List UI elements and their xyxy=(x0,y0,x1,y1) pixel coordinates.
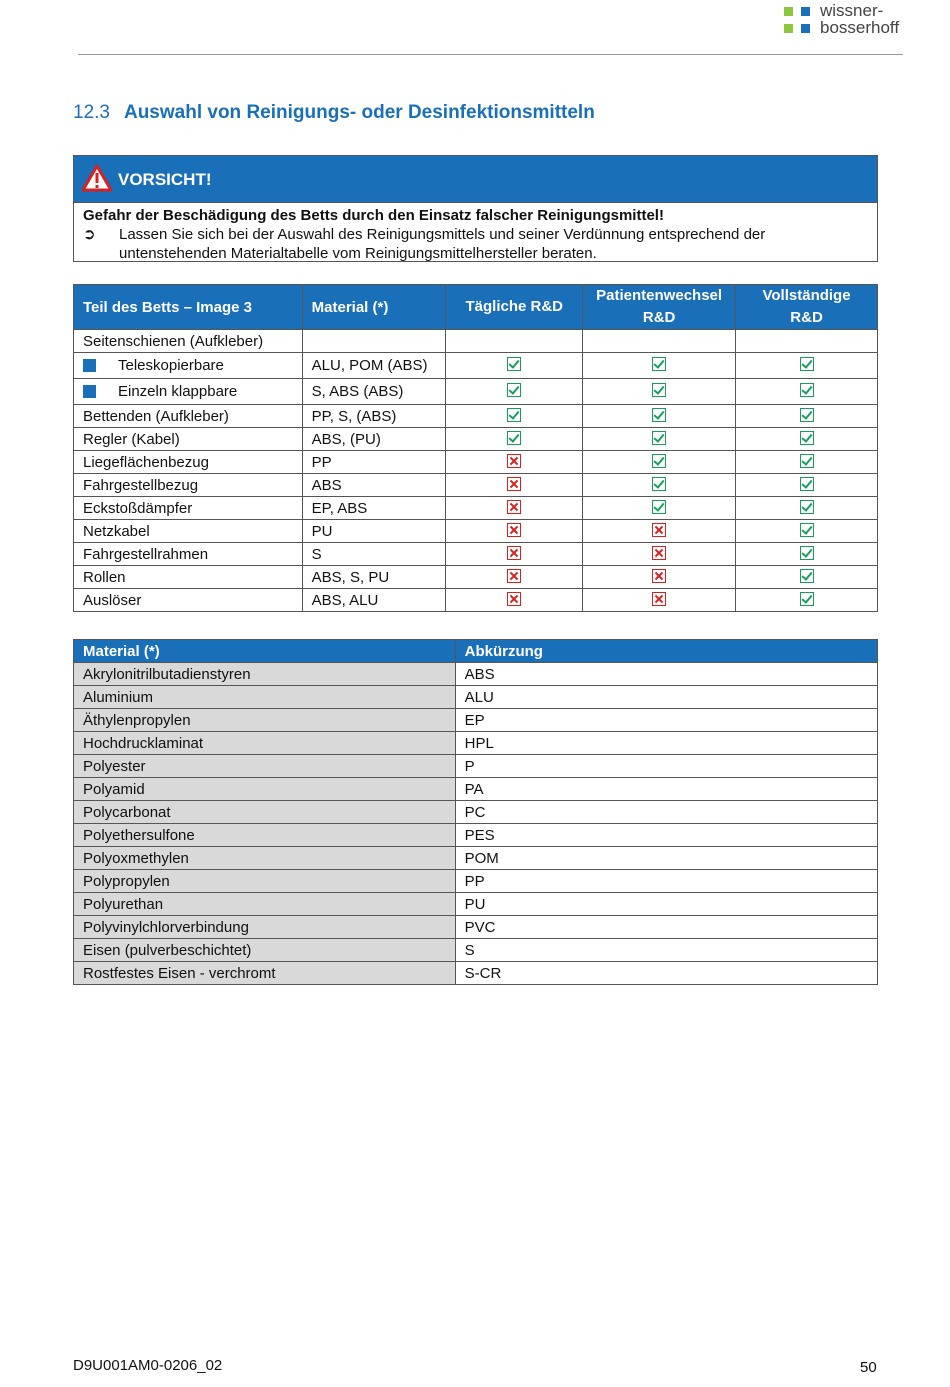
part-label: Auslöser xyxy=(83,591,142,609)
material-cell: EP, ABS xyxy=(302,497,446,520)
caution-header xyxy=(74,156,877,203)
material-name-cell: Akrylonitrilbutadienstyren xyxy=(74,663,456,686)
material-name-cell: Polyester xyxy=(74,755,456,778)
material-cell: ABS, S, PU xyxy=(302,566,446,589)
table-row xyxy=(74,778,878,801)
check-box-icon xyxy=(507,383,521,397)
warning-triangle-icon xyxy=(82,164,112,192)
material-cell: ABS, (PU) xyxy=(302,428,446,451)
abbreviation-cell: PES xyxy=(455,824,877,847)
material-cell xyxy=(302,330,446,353)
abbreviation-cell: EP xyxy=(455,709,877,732)
part-cell xyxy=(74,566,303,589)
mark-cell xyxy=(583,520,736,543)
material-name-cell: Polycarbonat xyxy=(74,801,456,824)
material-name-cell: Aluminium xyxy=(74,686,456,709)
mark-cell xyxy=(583,497,736,520)
mark-cell xyxy=(736,474,878,497)
material-cell: PP, S, (ABS) xyxy=(302,405,446,428)
mark-cell xyxy=(446,428,583,451)
table-header-row xyxy=(74,640,878,663)
part-label: Netzkabel xyxy=(83,522,150,540)
material-cell: ABS, ALU xyxy=(302,589,446,612)
check-box-icon xyxy=(800,546,814,560)
material-cell: S xyxy=(302,543,446,566)
part-cell xyxy=(74,497,303,520)
table-row xyxy=(74,709,878,732)
material-name-cell: Polyurethan xyxy=(74,893,456,916)
check-box-icon xyxy=(652,454,666,468)
material-name-cell: Polyvinylchlorverbindung xyxy=(74,916,456,939)
check-box-icon xyxy=(652,408,666,422)
check-box-icon xyxy=(800,477,814,491)
mark-cell xyxy=(446,379,583,405)
mark-cell xyxy=(736,405,878,428)
mark-cell xyxy=(446,330,583,353)
table-row xyxy=(74,893,878,916)
part-cell xyxy=(74,543,303,566)
part-label: Eckstoßdämpfer xyxy=(83,499,193,517)
header-part: Teil des Betts – Image 3 xyxy=(74,285,303,330)
check-box-icon xyxy=(652,357,666,371)
caution-instruction-text: Lassen Sie sich bei der Auswahl des Reinigungsmittels und seiner Verdünnung entsprechend der untenstehenden Materialtabelle vom Reinigungsmittelhersteller beraten. xyxy=(119,226,766,262)
mark-cell xyxy=(736,330,878,353)
mark-cell xyxy=(583,589,736,612)
logo-square-icon xyxy=(784,7,793,16)
abbreviation-cell: S xyxy=(455,939,877,962)
abbreviation-cell: HPL xyxy=(455,732,877,755)
mark-cell xyxy=(446,520,583,543)
caution-instruction xyxy=(83,225,868,263)
check-box-icon xyxy=(800,500,814,514)
table-row xyxy=(74,824,878,847)
cross-box-icon xyxy=(652,592,666,606)
table-row xyxy=(74,732,878,755)
header-material: Material (*) xyxy=(302,285,446,330)
material-name-cell: Polypropylen xyxy=(74,870,456,893)
caution-lead: Gefahr der Beschädigung des Betts durch den Einsatz falscher Reinigungsmittel! xyxy=(83,207,664,224)
part-label: Fahrgestellbezug xyxy=(83,476,199,494)
mark-cell xyxy=(446,353,583,379)
table-row xyxy=(74,543,878,566)
mark-cell xyxy=(736,451,878,474)
check-box-icon xyxy=(652,477,666,491)
mark-cell xyxy=(583,330,736,353)
abbreviation-cell: PA xyxy=(455,778,877,801)
table-row xyxy=(74,497,878,520)
check-box-icon xyxy=(800,408,814,422)
mark-cell xyxy=(446,589,583,612)
part-cell xyxy=(74,405,303,428)
header-complete: Vollständige R&D xyxy=(736,285,878,330)
table-row xyxy=(74,686,878,709)
part-cell xyxy=(74,428,303,451)
check-box-icon xyxy=(652,500,666,514)
table-row xyxy=(74,589,878,612)
table-row xyxy=(74,916,878,939)
part-cell xyxy=(74,330,303,353)
check-box-icon xyxy=(800,454,814,468)
mark-cell xyxy=(583,451,736,474)
section-title: Auswahl von Reinigungs- oder Desinfektionsmitteln xyxy=(123,102,595,123)
part-cell xyxy=(74,474,303,497)
mark-cell xyxy=(446,566,583,589)
check-box-icon xyxy=(800,592,814,606)
table-row xyxy=(74,755,878,778)
material-name-cell: Polyamid xyxy=(74,778,456,801)
mark-cell xyxy=(446,497,583,520)
caution-body xyxy=(74,203,877,266)
material-cell: ABS xyxy=(302,474,446,497)
mark-cell xyxy=(736,520,878,543)
mark-cell xyxy=(446,405,583,428)
table-row xyxy=(74,330,878,353)
caution-box xyxy=(73,155,878,262)
header-abbreviation: Abkürzung xyxy=(455,640,877,663)
part-cell xyxy=(74,379,303,405)
abbreviation-cell: PVC xyxy=(455,916,877,939)
part-label: Regler (Kabel) xyxy=(83,430,180,448)
mark-cell xyxy=(736,543,878,566)
check-box-icon xyxy=(507,408,521,422)
mark-cell xyxy=(583,566,736,589)
logo-text-line1: wissner- xyxy=(820,1,884,20)
part-label: Seitenschienen (Aufkleber) xyxy=(83,332,264,350)
part-label: Bettenden (Aufkleber) xyxy=(83,407,229,425)
bullet-square-icon xyxy=(83,385,96,398)
cross-box-icon xyxy=(507,569,521,583)
table-row xyxy=(74,428,878,451)
abbreviation-cell: POM xyxy=(455,847,877,870)
parts-cleaning-table xyxy=(73,284,878,612)
table-row xyxy=(74,379,878,405)
material-cell: PP xyxy=(302,451,446,474)
logo-square-icon xyxy=(801,7,810,16)
document-id: D9U001AM0-0206_02 xyxy=(73,1357,223,1374)
material-name-cell: Polyoxmethylen xyxy=(74,847,456,870)
mark-cell xyxy=(446,543,583,566)
section-heading xyxy=(73,102,595,124)
part-cell xyxy=(74,353,303,379)
header-daily: Tägliche R&D xyxy=(446,285,583,330)
header-divider xyxy=(78,54,903,55)
table-row xyxy=(74,801,878,824)
mark-cell xyxy=(736,589,878,612)
mark-cell xyxy=(583,543,736,566)
cross-box-icon xyxy=(507,477,521,491)
mark-cell xyxy=(736,497,878,520)
logo-text-line2: bosserhoff xyxy=(820,18,900,37)
cross-box-icon xyxy=(652,569,666,583)
mark-cell xyxy=(736,566,878,589)
material-name-cell: Hochdrucklaminat xyxy=(74,732,456,755)
material-name-cell: Äthylenpropylen xyxy=(74,709,456,732)
cross-box-icon xyxy=(507,500,521,514)
table-header-row xyxy=(74,285,878,330)
part-label: Einzeln klappbare xyxy=(118,383,238,400)
table-row xyxy=(74,405,878,428)
part-cell xyxy=(74,520,303,543)
part-label: Rollen xyxy=(83,568,126,586)
cross-box-icon xyxy=(652,523,666,537)
abbreviation-cell: S-CR xyxy=(455,962,877,985)
table-row xyxy=(74,962,878,985)
mark-cell xyxy=(583,428,736,451)
material-cell: S, ABS (ABS) xyxy=(302,379,446,405)
mark-cell xyxy=(446,474,583,497)
cross-box-icon xyxy=(507,454,521,468)
section-number: 12.3 xyxy=(73,102,110,123)
mark-cell xyxy=(736,353,878,379)
table-row xyxy=(74,520,878,543)
check-box-icon xyxy=(800,431,814,445)
check-box-icon xyxy=(800,357,814,371)
table-row xyxy=(74,939,878,962)
material-name-cell: Polyethersulfone xyxy=(74,824,456,847)
page-number: 50 xyxy=(860,1359,877,1376)
check-box-icon xyxy=(652,383,666,397)
check-box-icon xyxy=(800,569,814,583)
table-row xyxy=(74,474,878,497)
check-box-icon xyxy=(652,431,666,445)
arrow-icon: ➲ xyxy=(83,226,96,243)
abbreviation-cell: P xyxy=(455,755,877,778)
abbreviation-cell: PP xyxy=(455,870,877,893)
table-row xyxy=(74,353,878,379)
cross-box-icon xyxy=(507,546,521,560)
mark-cell xyxy=(583,379,736,405)
abbreviation-cell: PC xyxy=(455,801,877,824)
part-label: Fahrgestellrahmen xyxy=(83,545,209,563)
abbreviation-cell: ABS xyxy=(455,663,877,686)
logo-square-icon xyxy=(801,24,810,33)
table-row xyxy=(74,566,878,589)
mark-cell xyxy=(583,474,736,497)
material-name-cell: Rostfestes Eisen - verchromt xyxy=(74,962,456,985)
abbreviation-cell: ALU xyxy=(455,686,877,709)
part-label: Teleskopierbare xyxy=(118,357,224,374)
check-box-icon xyxy=(800,523,814,537)
part-cell xyxy=(74,451,303,474)
mark-cell xyxy=(446,451,583,474)
header-material: Material (*) xyxy=(74,640,456,663)
table-row xyxy=(74,847,878,870)
mark-cell xyxy=(736,379,878,405)
table-row xyxy=(74,870,878,893)
table-row xyxy=(74,451,878,474)
mark-cell xyxy=(736,428,878,451)
part-cell xyxy=(74,589,303,612)
material-cell: ALU, POM (ABS) xyxy=(302,353,446,379)
logo-square-icon xyxy=(784,24,793,33)
material-name-cell: Eisen (pulverbeschichtet) xyxy=(74,939,456,962)
bullet-square-icon xyxy=(83,359,96,372)
header-patient-change: Patientenwechsel R&D xyxy=(583,285,736,330)
check-box-icon xyxy=(800,383,814,397)
cross-box-icon xyxy=(652,546,666,560)
check-box-icon xyxy=(507,431,521,445)
abbreviation-cell: PU xyxy=(455,893,877,916)
cross-box-icon xyxy=(507,592,521,606)
check-box-icon xyxy=(507,357,521,371)
mark-cell xyxy=(583,353,736,379)
cross-box-icon xyxy=(507,523,521,537)
material-cell: PU xyxy=(302,520,446,543)
part-label: Liegeflächenbezug xyxy=(83,453,209,471)
caution-title: VORSICHT! xyxy=(118,170,212,189)
mark-cell xyxy=(583,405,736,428)
materials-abbreviation-table xyxy=(73,639,878,985)
table-row xyxy=(74,663,878,686)
